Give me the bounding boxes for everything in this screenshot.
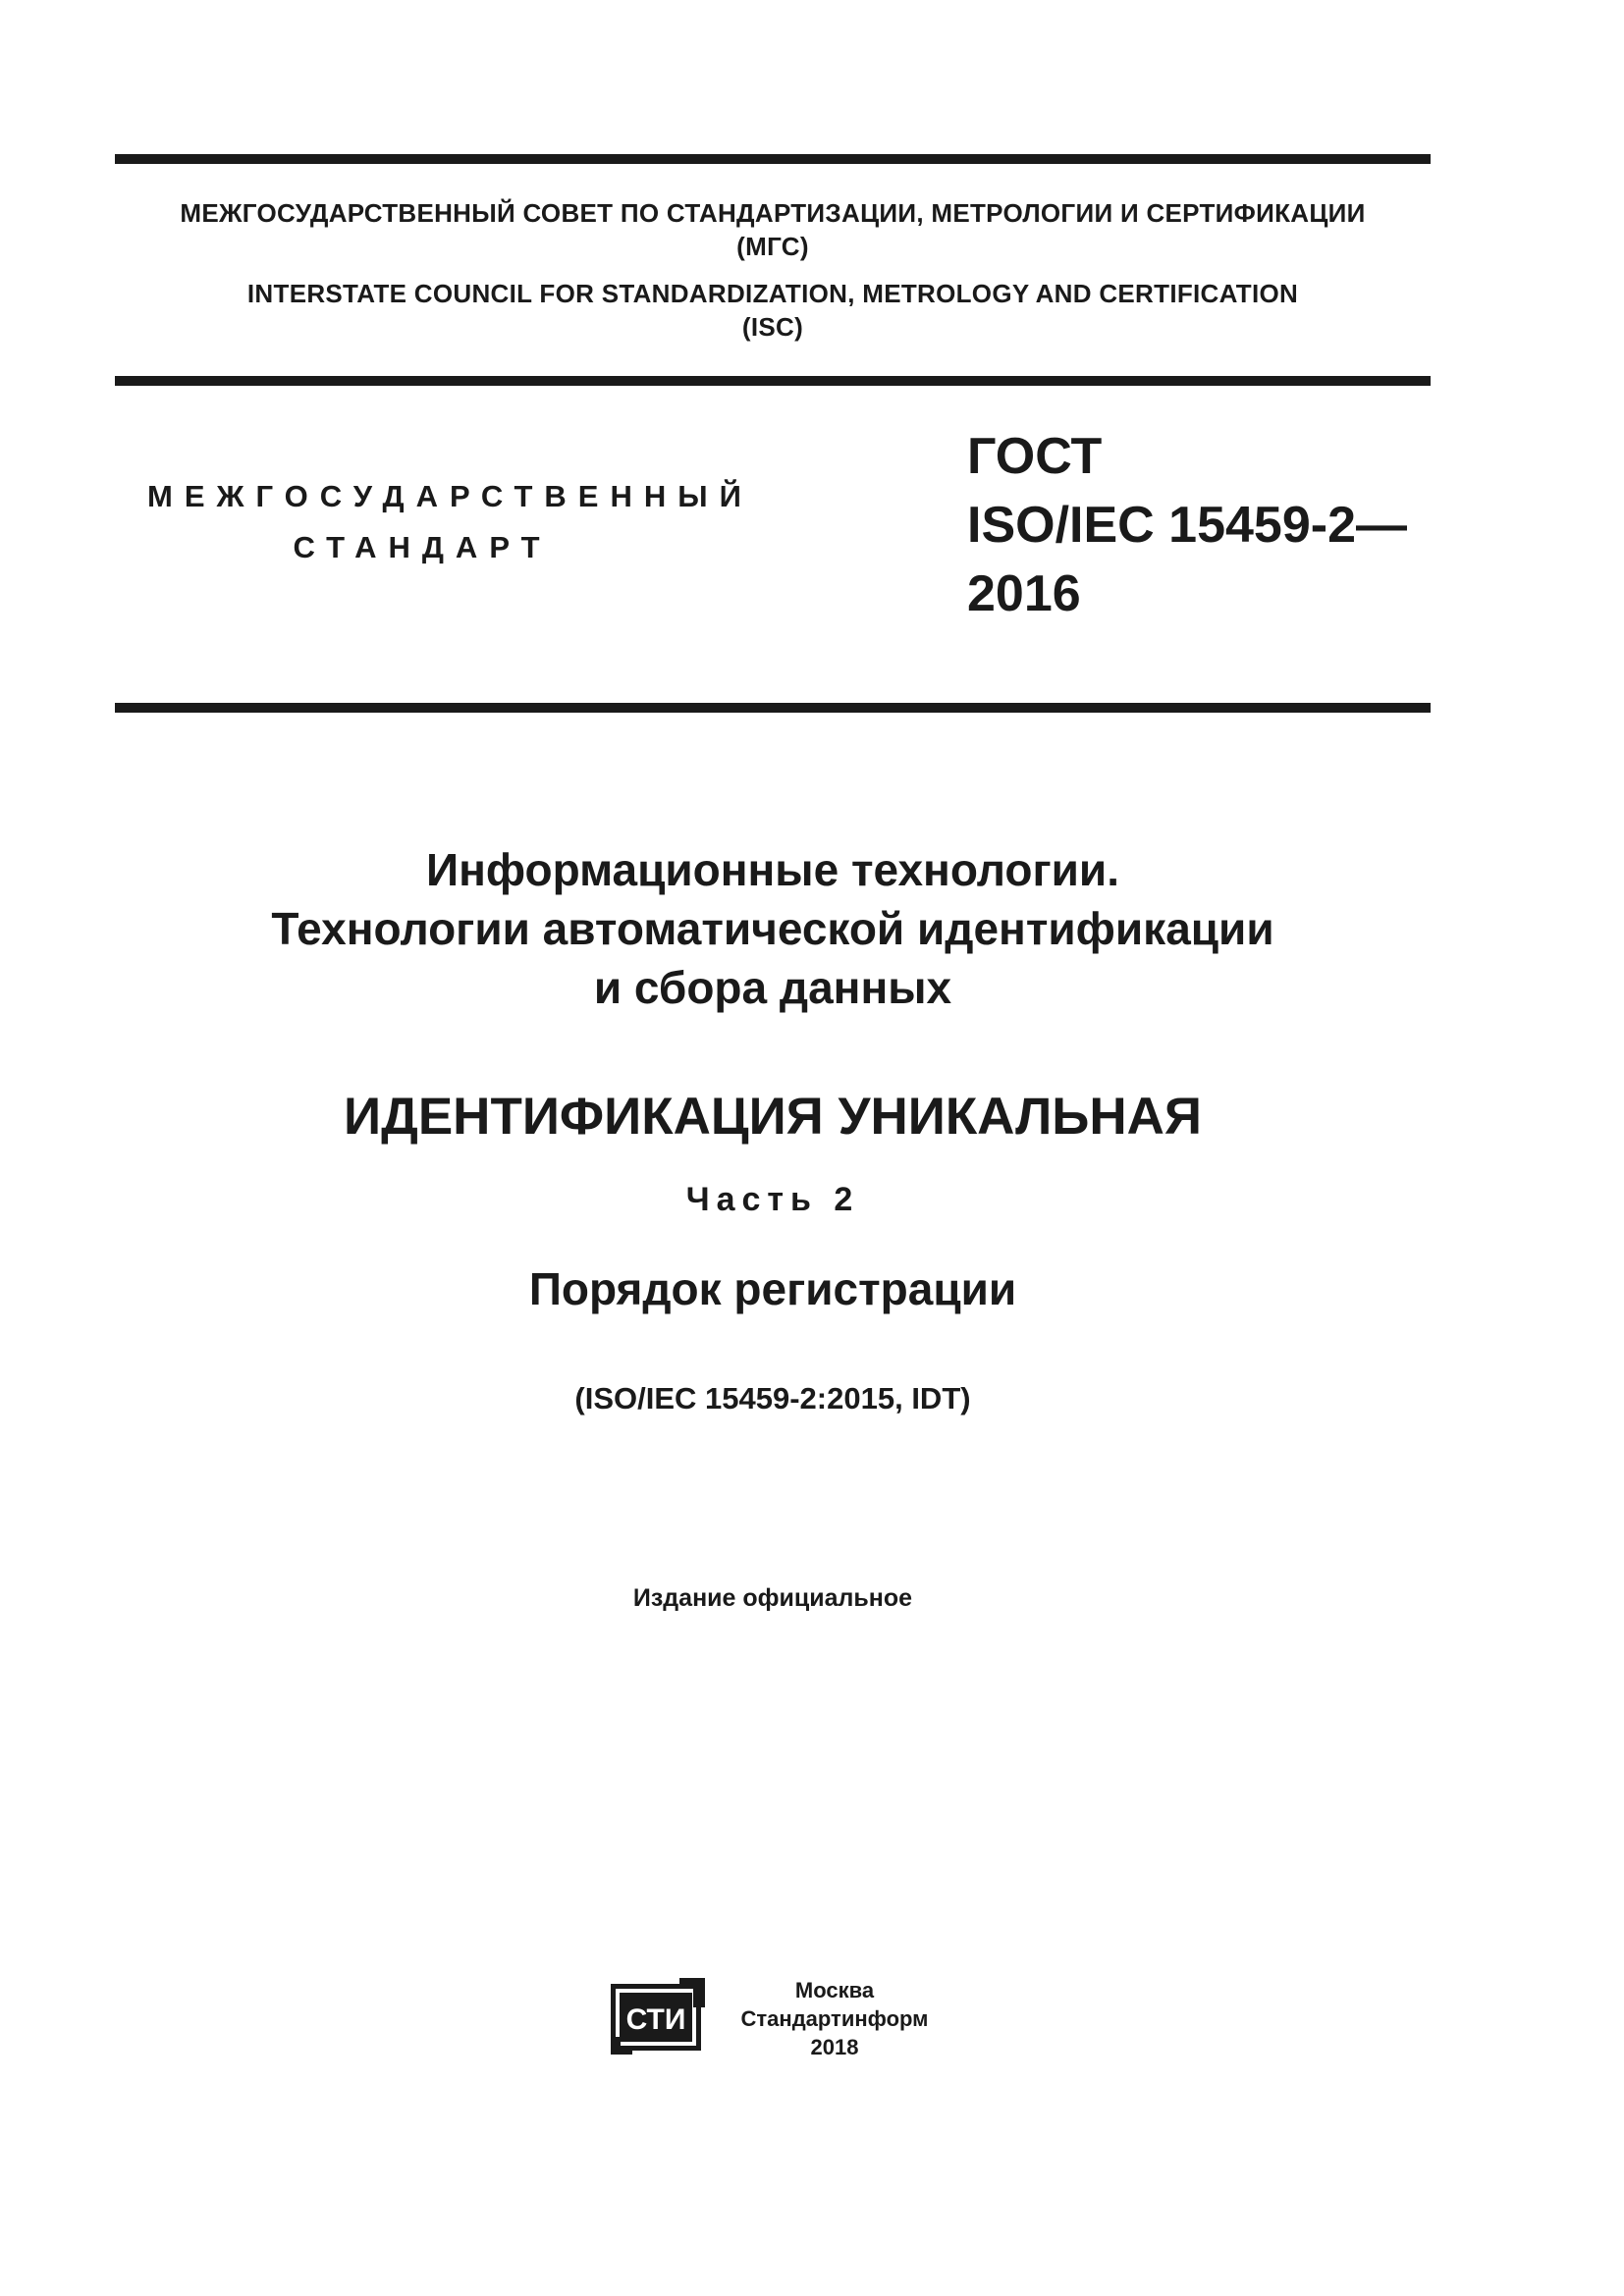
logo-lettering: СТИ	[625, 2003, 686, 2036]
designation-line3: 2016	[967, 565, 1081, 622]
council-en-name: INTERSTATE COUNCIL FOR STANDARDIZATION, METROLOGY AND CERTIFICATION	[246, 279, 1299, 308]
top-rule	[115, 154, 1431, 164]
standard-type-line1: МЕЖГОСУДАРСТВЕННЫЙ	[147, 479, 753, 513]
publisher-city: Москва	[794, 1978, 875, 2002]
title-line3: и сбора данных	[593, 962, 952, 1013]
title-line2: Технологии автоматической идентификации	[271, 903, 1274, 954]
bottom-rule	[115, 703, 1431, 713]
iso-reference: (ISO/IEC 15459-2:2015, IDT)	[574, 1381, 971, 1415]
standartinform-logo-icon	[611, 1978, 705, 2055]
main-heading: ИДЕНТИФИКАЦИЯ УНИКАЛЬНАЯ	[343, 1088, 1203, 1146]
publisher-year: 2018	[810, 2035, 859, 2059]
standard-designation	[967, 422, 1407, 628]
council-ru	[115, 196, 1431, 263]
document-title	[115, 840, 1431, 1017]
standard-type	[147, 471, 753, 573]
edition-label: Издание официальное	[632, 1584, 913, 1612]
title-line1: Информационные технологии.	[426, 844, 1119, 895]
council-en	[115, 277, 1431, 344]
designation-line2: ISO/IEC 15459-2—	[967, 497, 1407, 554]
part-label: Часть 2	[685, 1181, 860, 1218]
council-ru-abbr: (МГС)	[736, 232, 809, 261]
publisher-name: Стандартинформ	[740, 2006, 929, 2031]
publisher-block	[717, 1976, 952, 2061]
council-en-abbr: (ISC)	[741, 312, 804, 342]
standard-type-line2: СТАНДАРТ	[293, 530, 552, 564]
part-subtitle: Порядок регистрации	[528, 1263, 1017, 1314]
council-ru-name: МЕЖГОСУДАРСТВЕННЫЙ СОВЕТ ПО СТАНДАРТИЗАЦИИ, МЕТРОЛОГИИ И СЕРТИФИКАЦИИ	[180, 198, 1366, 228]
middle-rule	[115, 376, 1431, 386]
designation-line1: ГОСТ	[967, 428, 1103, 485]
